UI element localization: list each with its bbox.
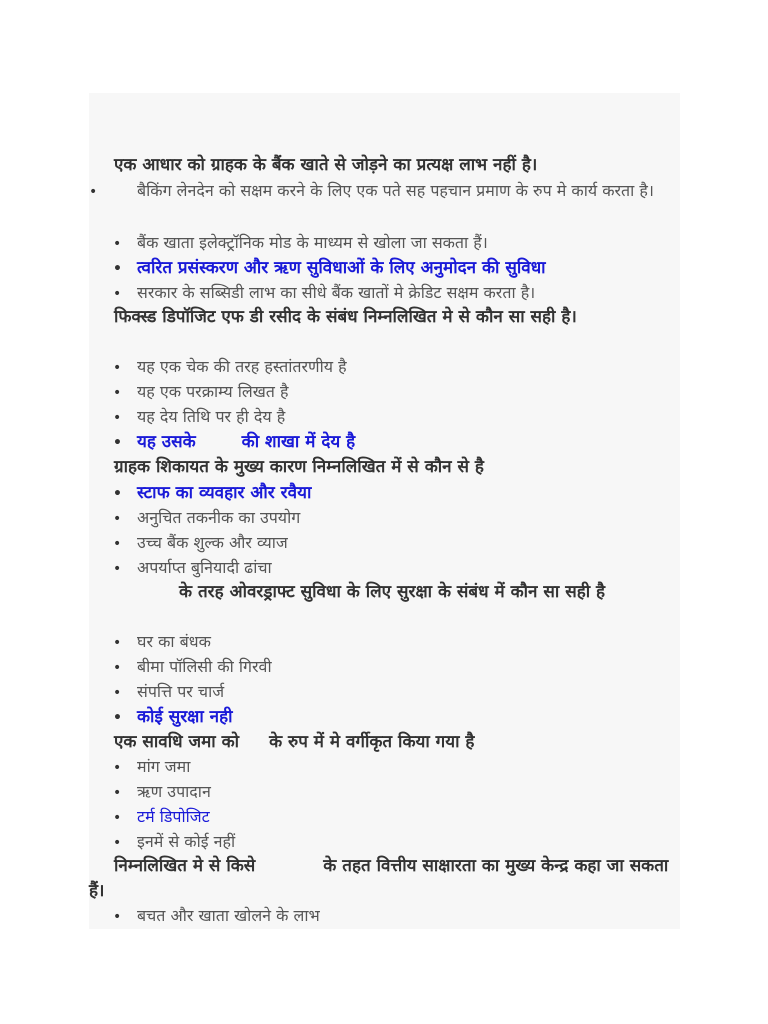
bullet: • <box>113 760 122 776</box>
q3-option-2: • अनुचित तकनीक का उपयोग <box>113 506 300 531</box>
bullet: • <box>113 360 122 376</box>
q4-option-3: • संपत्ति पर चार्ज <box>113 680 224 705</box>
q3-option-3: • उच्च बैंक शुल्क और व्याज <box>113 531 288 556</box>
q5-option-1: • मांग जमा <box>113 755 190 780</box>
q1-option-1: • बैकिंग लेनदेन को सक्षम करने के लिए एक पते सह पहचान प्रमाण के रुप मे कार्य करता है। <box>113 179 677 204</box>
bullet: • <box>113 486 122 502</box>
q3-option-1-correct: • स्टाफ का व्यवहार और रवैया <box>113 481 311 506</box>
q5-option-4: • इनमें से कोई नहीं <box>113 830 235 855</box>
q3-option-4: • अपर्याप्त बुनियादी ढांचा <box>113 556 272 581</box>
question-6: निम्नलिखित मे से किसे के तहत वित्तीय साक्षारता का मुख्य केन्द्र कहा जा सकता हैं। <box>89 856 669 901</box>
bullet: • <box>113 511 122 527</box>
q4-option-2: • बीमा पॉलिसी की गिरवी <box>113 655 272 680</box>
bullet: • <box>113 261 122 277</box>
q5-option-3-correct: • टर्म डिपोजिट <box>113 805 210 830</box>
q5-option-2: • ऋण उपादान <box>113 780 211 805</box>
q6-option-1: • बचत और खाता खोलने के लाभ <box>113 904 320 929</box>
bullet: • <box>113 685 122 701</box>
question-1: एक आधार को ग्राहक के बैंक खाते से जोड़ने का प्रत्यक्ष लाभ नहीं है। <box>114 155 538 175</box>
q1-option-4: • सरकार के सब्सिडी लाभ का सीधे बैंक खातों मे क्रेडिट सक्षम करता है। <box>113 281 535 306</box>
bullet: • <box>113 236 122 252</box>
bullet: • <box>113 536 122 552</box>
bullet: • <box>89 184 98 200</box>
bullet: • <box>113 810 122 826</box>
question-4: के तरह ओवरड्राफ्ट सुविधा के लिए सुरक्षा के संबंध में कौन सा सही है <box>179 582 606 602</box>
bullet: • <box>113 410 122 426</box>
bullet: • <box>113 286 122 302</box>
bullet: • <box>113 561 122 577</box>
bullet: • <box>113 710 122 726</box>
question-5: एक सावधि जमा को के रुप में मे वर्गीकृत किया गया है <box>114 732 475 752</box>
bullet: • <box>113 635 122 651</box>
bullet: • <box>113 835 122 851</box>
q2-option-3: • यह देय तिथि पर ही देय है <box>113 405 285 430</box>
document-page <box>89 93 680 929</box>
q1-option-2: • बैंक खाता इलेक्ट्रॉनिक मोड के माध्यम से खोला जा सकता हैं। <box>113 231 488 256</box>
q4-option-1: • घर का बंधक <box>113 630 211 655</box>
bullet: • <box>113 909 122 925</box>
question-2: फिक्स्ड डिपॉजिट एफ डी रसीद के संबंध निम्नलिखित मे से कौन सा सही है। <box>114 307 577 327</box>
q2-option-1: • यह एक चेक की तरह हस्तांतरणीय है <box>113 355 347 380</box>
q2-option-2: • यह एक परक्राम्य लिखत है <box>113 380 289 405</box>
question-3: ग्राहक शिकायत के मुख्य कारण निम्नलिखित में से कौन से है <box>114 457 484 477</box>
bullet: • <box>113 435 122 451</box>
bullet: • <box>113 785 122 801</box>
bullet: • <box>113 660 122 676</box>
q2-option-4-correct: • यह उसके की शाखा में देय है <box>113 430 355 455</box>
q1-option-3-correct: • त्वरित प्रसंस्करण और ऋण सुविधाओं के लिए अनुमोदन की सुविधा <box>113 256 546 281</box>
q4-option-4-correct: • कोई सुरक्षा नही <box>113 705 233 730</box>
bullet: • <box>113 385 122 401</box>
